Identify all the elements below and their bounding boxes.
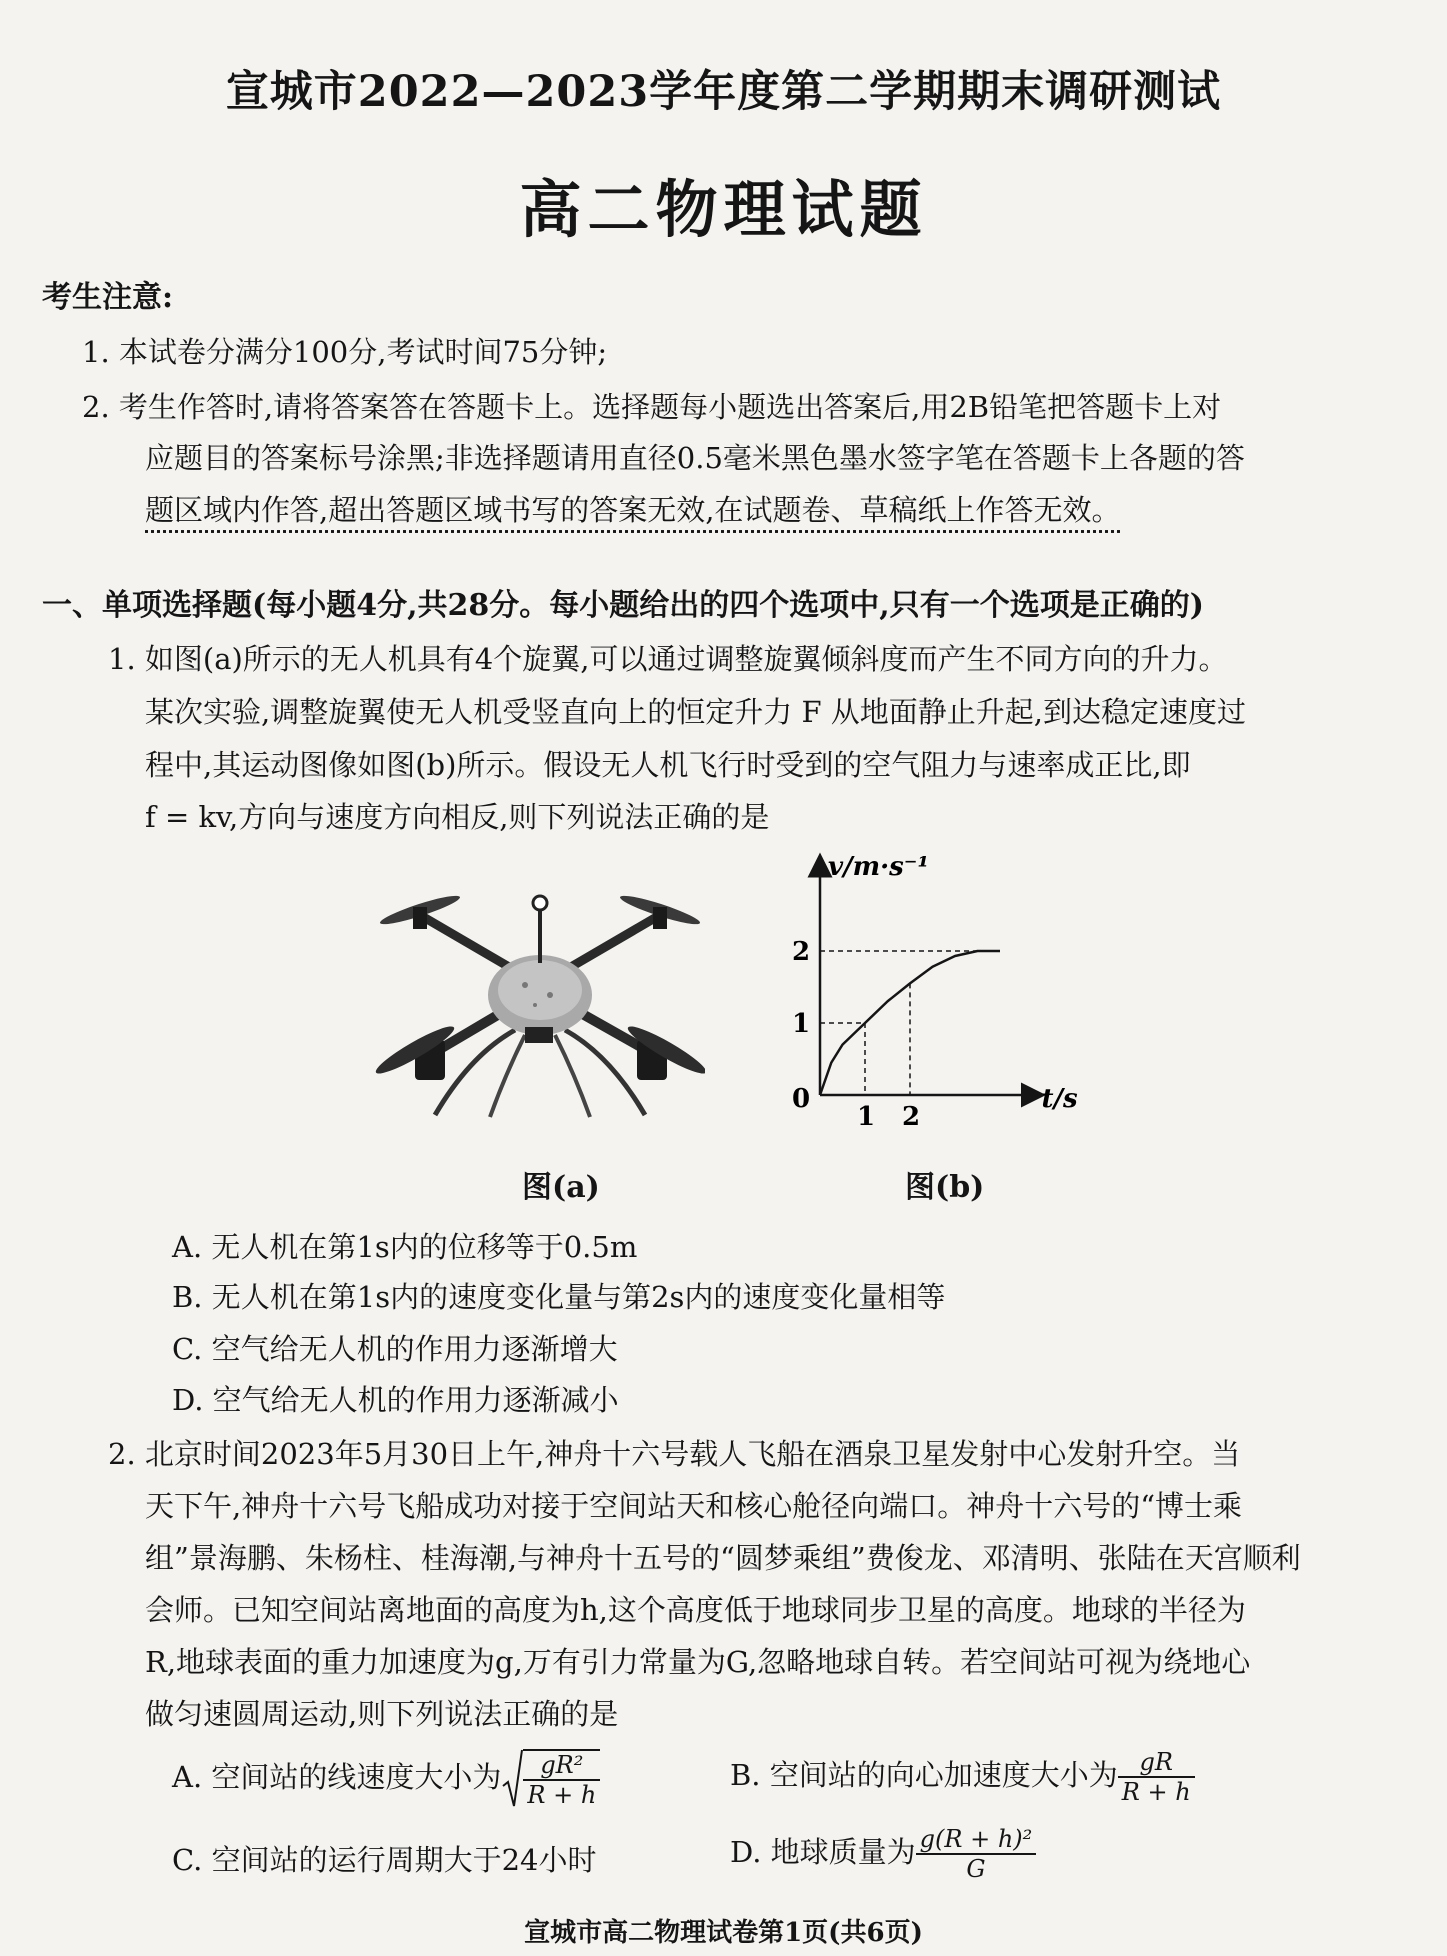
q2-line-2: 天下午,神舟十六号飞船成功对接于空间站天和核心舱径向端口。神舟十六号的“博士乘	[145, 1489, 1243, 1523]
notice-item-2-line-2: 应题目的答案标号涂黑;非选择题请用直径0.5毫米黑色墨水签字笔在答题卡上各题的答	[145, 441, 1245, 475]
q1-line-3: 程中,其运动图像如图(b)所示。假设无人机飞行时受到的空气阻力与速率成正比,即	[145, 748, 1191, 782]
q2-line-3: 组”景海鹏、朱杨柱、桂海潮,与神舟十五号的“圆梦乘组”费俊龙、邓清明、张陆在天宫顺利	[145, 1541, 1301, 1575]
q2-option-b	[730, 1748, 1195, 1806]
page-footer: 宣城市高二物理试卷第1页(共6页)	[524, 1918, 923, 1948]
figure-a-label: 图(a)	[522, 1170, 600, 1205]
x-axis-label: t/s	[1041, 1084, 1078, 1114]
q1-line-1: 1. 如图(a)所示的无人机具有4个旋翼,可以通过调整旋翼倾斜度而产生不同方向的升力。	[108, 642, 1228, 676]
x-tick-label-1: 1	[857, 1102, 876, 1132]
q2-option-b-text: B. 空间站的向心加速度大小为	[730, 1758, 1118, 1792]
chart-axes	[820, 865, 1034, 1095]
q2-line-6: 做匀速圆周运动,则下列说法正确的是	[145, 1697, 619, 1731]
q2-option-a	[172, 1748, 600, 1810]
q2-option-a-fraction	[523, 1749, 600, 1809]
chart-guides	[820, 951, 978, 1095]
q2-option-b-numerator: gR	[1118, 1748, 1195, 1778]
q2-option-d-text: D. 地球质量为	[730, 1835, 916, 1869]
q2-option-b-fraction	[1118, 1748, 1195, 1806]
notice-item-2-line-1: 2. 考生作答时,请将答案答在答题卡上。选择题每小题选出答案后,用2B铅笔把答题卡上对	[82, 390, 1222, 424]
y-tick-label-1: 1	[792, 1009, 811, 1039]
notice-item-2-line-3: 题区域内作答,超出答题区域书写的答案无效,在试题卷、草稿纸上作答无效。	[145, 493, 1121, 527]
y-tick-label-2: 2	[792, 937, 811, 967]
chart-labels	[792, 852, 1078, 1132]
y-axis-label: v/m·s⁻¹	[828, 852, 929, 882]
q2-option-c: C. 空间站的运行周期大于24小时	[172, 1843, 597, 1877]
q1-option-c: C. 空气给无人机的作用力逐渐增大	[172, 1332, 618, 1366]
q2-option-a-denominator: R + h	[527, 1781, 597, 1809]
q2-option-d-fraction	[916, 1825, 1037, 1883]
q2-line-4: 会师。已知空间站离地面的高度为h,这个高度低于地球同步卫星的高度。地球的半径为	[145, 1593, 1246, 1627]
q1-option-d: D. 空气给无人机的作用力逐渐减小	[172, 1383, 619, 1417]
q2-option-b-denominator: R + h	[1121, 1778, 1191, 1806]
q2-option-d-numerator: g(R + h)²	[916, 1825, 1037, 1855]
section-1-heading: 一、单项选择题(每小题4分,共28分。每小题给出的四个选项中,只有一个选项是正确的)	[42, 588, 1204, 623]
notice-item-1: 1. 本试卷分满分100分,考试时间75分钟;	[82, 335, 608, 369]
subject-title: 高二物理试题	[519, 173, 928, 246]
drone-figure	[375, 855, 705, 1135]
q1-option-b: B. 无人机在第1s内的速度变化量与第2s内的速度变化量相等	[172, 1280, 946, 1314]
q2-option-a-numerator: gR²	[523, 1751, 600, 1781]
sqrt-symbol	[501, 1748, 523, 1810]
q2-line-5: R,地球表面的重力加速度为g,万有引力常量为G,忽略地球自转。若空间站可视为绕地心	[145, 1645, 1251, 1679]
q1-line-2: 某次实验,调整旋翼使无人机受竖直向上的恒定升力 F 从地面静止升起,到达稳定速度过	[145, 695, 1246, 729]
q2-option-d-denominator: G	[966, 1855, 986, 1883]
vt-graph	[775, 845, 1105, 1145]
q1-option-a: A. 无人机在第1s内的位移等于0.5m	[172, 1230, 638, 1264]
q2-option-a-text: A. 空间站的线速度大小为	[172, 1760, 502, 1794]
x-tick-label-2: 2	[902, 1102, 921, 1132]
q2-line-1: 2. 北京时间2023年5月30日上午,神舟十六号载人飞船在酒泉卫星发射中心发射升空。当	[108, 1437, 1241, 1471]
notice-heading: 考生注意:	[42, 280, 174, 315]
q1-line-4: f = kv,方向与速度方向相反,则下列说法正确的是	[145, 800, 770, 834]
figure-b-label: 图(b)	[905, 1170, 985, 1205]
origin-label: 0	[792, 1084, 811, 1114]
exam-title: 宣城市2022—2023学年度第二学期期末调研测试	[225, 67, 1222, 117]
q2-option-d	[730, 1825, 1036, 1883]
